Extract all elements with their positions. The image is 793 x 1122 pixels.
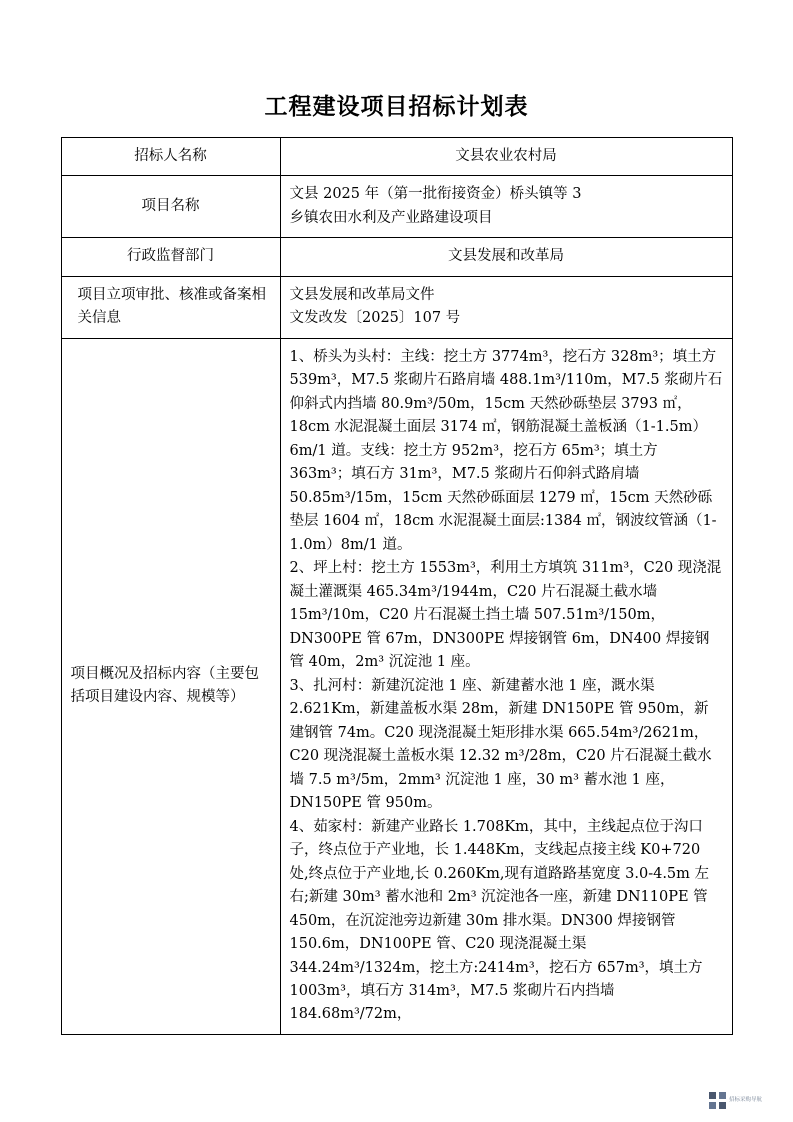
watermark-text: 招标采购导航 bbox=[729, 1096, 763, 1103]
project-name-line-1: 文县 2025 年（第一批衔接资金）桥头镇等 3 bbox=[289, 186, 582, 203]
approval-info-line-1: 文县发展和改革局文件 bbox=[289, 286, 435, 303]
watermark-logo-icon bbox=[709, 1092, 726, 1109]
table-row bbox=[61, 238, 732, 276]
row-value-supervision-dept: 文县发展和改革局 bbox=[280, 238, 732, 276]
row-label-approval-info: 项目立项审批、核准或备案相关信息 bbox=[61, 276, 280, 338]
page-title: 工程建设项目招标计划表 bbox=[264, 93, 529, 120]
table-row bbox=[61, 138, 732, 176]
overview-paragraph-2: 2、坪上村：挖土方 1553m³，利用土方填筑 311m³，C20 现浇混凝土灌溉渠 465.34m³/1944m，C20 片石混凝土截水墙 15m³/10m，C20 片石混凝土挡土墙 507.51m³/150m，DN300PE 管 67m，DN300PE 焊接钢管 6m，DN400 焊接钢管 40m，2m³ 沉淀池 1 座。 bbox=[289, 560, 722, 671]
overview-paragraph-1: 1、桥头为头村：主线：挖土方 3774m³，挖石方 328m³；填土方 539m³，M7.5 浆砌片石路肩墙 488.1m³/110m，M7.5 浆砌片石仰斜式内挡墙 80.9m³/50m，15cm 天然砂砾垫层 3793 ㎡，18cm 水泥混凝土面层 3174 ㎡，钢筋混凝土盖板涵（1-1.5m）6m/1 道。支线：挖土方 952m³，挖石方 65m³；填土方 363m³；填石方 31m³，M7.5 浆砌片石仰斜式路肩墙 50.85m³/15m，15cm 天然砂砾面层 1279 ㎡，15cm 天然砂砾垫层 1604 ㎡，18cm 水泥混凝土面层:1384 ㎡，钢波纹管涵（1-1.0m）8m/1 道。 bbox=[289, 348, 723, 553]
table-row bbox=[61, 338, 732, 1034]
overview-paragraph-3: 3、扎河村：新建沉淀池 1 座、新建蓄水池 1 座，溉水渠 2.621Km，新建盖板水渠 28m，新建 DN150PE 管 950m，新建钢管 74m。C20 现浇混凝土矩形排水渠 665.54m³/2621m，C20 现浇混凝土盖板水渠 12.32 m³/28m，C20 片石混凝土截水墙 7.5 m³/5m，2mm³ 沉淀池 1 座，30 m³ 蓄水池 1 座，DN150PE 管 950m。 bbox=[289, 677, 712, 812]
row-label-supervision-dept: 行政监督部门 bbox=[61, 238, 280, 276]
overview-paragraph-4: 4、茹家村：新建产业路长 1.708Km，其中，主线起点位于沟口子，终点位于产业地，长 1.448Km，支线起点接主线 K0+720 处,终点位于产业地,长 0.260Km,现有道路路基宽度 3.0-4.5m 左右;新建 30m³ 蓄水池和 2m³ 沉淀池各一座，新建 DN110PE 管 450m，在沉淀池旁边新建 30m 排水渠。DN300 焊接钢管 150.6m，DN100PE 管、C20 现浇混凝土渠 344.24m³/1324m，挖土方:2414m³，挖石方 657m³，填土方 1003m³，填石方 314m³，M7.5 浆砌片石内挡墙 184.68m³/72m， bbox=[289, 818, 710, 1023]
row-value-approval-info bbox=[280, 276, 732, 338]
approval-info-line-2: 文发改发〔2025〕107 号 bbox=[289, 310, 461, 327]
row-value-bidder-name: 文县农业农村局 bbox=[280, 138, 732, 176]
row-value-project-overview bbox=[280, 338, 732, 1034]
row-label-project-name: 项目名称 bbox=[61, 176, 280, 238]
project-name-line-2: 乡镇农田水利及产业路建设项目 bbox=[289, 209, 493, 226]
watermark bbox=[709, 1090, 773, 1110]
table-row bbox=[61, 276, 732, 338]
row-label-bidder-name: 招标人名称 bbox=[61, 138, 280, 176]
table-row bbox=[61, 176, 732, 238]
bidding-plan-table bbox=[61, 137, 733, 1035]
page-edge-marker bbox=[0, 0, 4, 1122]
row-value-project-name bbox=[280, 176, 732, 238]
row-label-project-overview: 项目概况及招标内容（主要包括项目建设内容、规模等） bbox=[61, 338, 280, 1034]
